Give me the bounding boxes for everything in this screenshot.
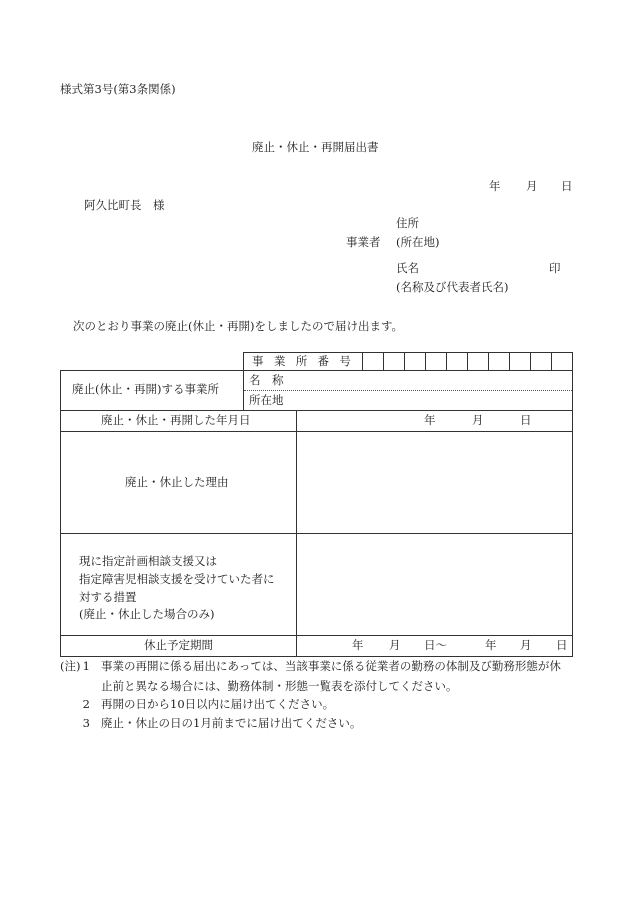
name-detail: (名称及び代表者氏名)	[396, 280, 509, 294]
form-number: 様式第3号(第3条関係)	[60, 82, 176, 96]
note-number: 1	[82, 659, 90, 673]
note-2-line-1: 再開の日から10日以内に届け出てください。	[101, 697, 335, 711]
business-label: 事業者	[346, 235, 381, 249]
address-label: 住所	[396, 216, 419, 230]
seal-mark: 印	[549, 261, 561, 275]
measures-label	[79, 553, 275, 624]
measures-line: (廃止・休止した場合のみ)	[79, 607, 215, 622]
note-number: 2	[82, 697, 90, 711]
date-value-day: 日	[520, 413, 532, 427]
page-title: 廃止・休止・再開届出書	[252, 140, 379, 154]
note-number: 3	[82, 716, 90, 730]
date-year: 年	[489, 179, 501, 193]
date-row-label: 廃止・休止・再開した年月日	[101, 413, 251, 427]
note-1-line-2: 止前と異なる場合には、勤務体制・形態一覧表を添付してください。	[101, 679, 458, 693]
reason-label: 廃止・休止した理由	[125, 475, 229, 489]
date-day: 日	[561, 179, 573, 193]
office-name-label: 名 称	[249, 373, 284, 387]
date-value-month: 月	[472, 413, 484, 427]
office-row-label: 廃止(休止・再開)する事業所	[72, 382, 219, 396]
measures-line: 現に指定計画相談支援又は	[79, 554, 217, 568]
period-month1: 月	[389, 638, 401, 652]
period-day2: 日	[556, 638, 568, 652]
date-month: 月	[526, 179, 538, 193]
date-value-year: 年	[424, 413, 436, 427]
notes-prefix: (注)	[60, 659, 81, 673]
note-3-line-1: 廃止・休止の日の1月前までに届け出てください。	[101, 716, 362, 730]
measures-line: 指定障害児相談支援を受けていた者に	[79, 571, 275, 586]
office-number-label: 事業所番号	[252, 354, 362, 368]
addressee: 阿久比町長 様	[84, 198, 165, 212]
period-day1: 日～	[424, 638, 447, 652]
intro-text: 次のとおり事業の廃止(休止・再開)をしましたので届け出ます。	[73, 319, 404, 333]
name-label: 氏名	[396, 261, 419, 275]
period-month2: 月	[520, 638, 532, 652]
note-1-line-1: 事業の再開に係る届出にあっては、当該事業に係る従業者の勤務の体制及び勤務形態が休	[101, 659, 561, 673]
period-year1: 年	[352, 638, 364, 652]
office-location-label: 所在地	[249, 393, 284, 407]
measures-line: 対する措置	[79, 589, 137, 604]
location-label: (所在地)	[396, 235, 440, 249]
period-label: 休止予定期間	[144, 638, 213, 652]
period-year2: 年	[485, 638, 497, 652]
